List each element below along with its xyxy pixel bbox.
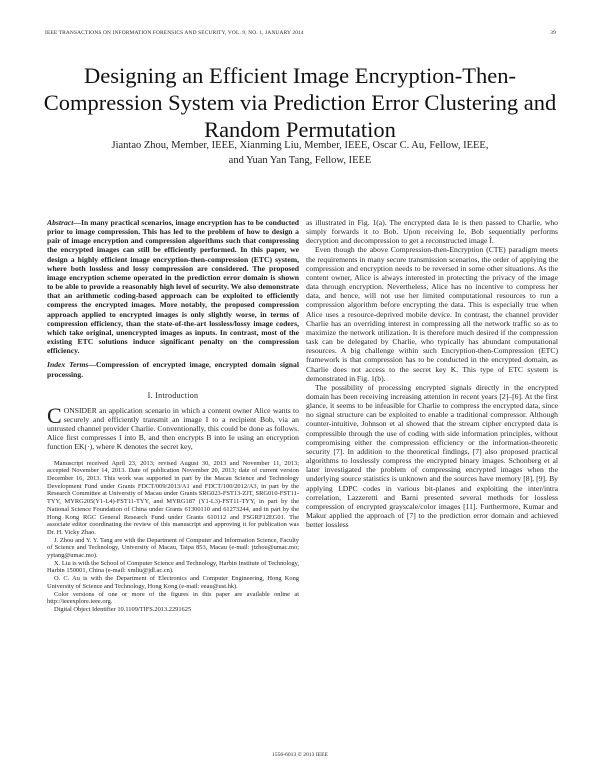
author-list [60, 139, 540, 168]
footnote-manuscript: Manuscript received April 23, 2013; revised August 30, 2013 and November 11, 2013; accepted November 14, 2013. Date of publication November 20, 2013; date of current version December 16, 2013. This work was supported in part by the Macau Science and Technology Development Fund under Grants FDCT/009/2013/A1 and FDCT/100/2012/A3, in part by the Research Committee at University of Macau under Grants SRG023-FST13-ZJT, SRG010-FST11- TYY, MYRG205(Y1-L4)-FST11-TYY, and MYRG187 (Y1-L3)-FST11-TYY, in part by the National Science Foundation of China under Grants 61300110 and 61273244, and in part by the Hong Kong RGC General Research Fund under Grants 610112 and FSGRF12EG01. The associate editor coordinating the review of this manuscript and approving it for publication was Dr. H. Vicky Zhao. [47, 459, 299, 536]
paper-title: Designing an Efficient Image Encryption-Then-Compression System via Prediction Error Clustering and Random Permutation [43, 63, 557, 142]
footnote-zhou-tang: J. Zhou and Y. Y. Tang are with the Department of Computer and Information Science, Faculty of Science and Technology, University of Macau, Taipa 853, Macau (e-mail: jtzhou@umac.mo; yytang@umac.mo). [47, 536, 299, 560]
running-header [45, 30, 556, 42]
right-column [306, 218, 558, 529]
body-paragraph-1: as illustrated in Fig. 1(a). The encrypted data Ie is then passed to Charlie, who simply forwards it to Bob. Upon receiving Ie, Bob sequentially performs decryption and decompression to get a reconstructed image Î. [306, 218, 558, 246]
author-line-1: Jiantao Zhou, Member, IEEE, Xianming Liu, Member, IEEE, Oscar C. Au, Fellow, IEEE, [111, 140, 489, 151]
body-paragraph-3: The possibility of processing encrypted signals directly in the encrypted domain has been receiving increasing attention in recent years [2]–[6]. At the first glance, it seems to be infeasible for Charlie to compress the encrypted data, since no signal structure can be exploited to enable a traditional compressor. Although counter-intuitive, Johnson et al showed that the stream cipher encrypted data is compressible through the use of coding with side information principles, without compromising either the compression efficiency or the information-theoretic security [7]. In addition to the theoretical findings, [7] also proposed practical algorithms to losslessly compress the encrypted binary images. Schonberg et al later investigated the problem of compressing encrypted images when the underlying source statistics is unknown and the sources have memory [8], [9]. By applying LDPC codes in various bit-planes and exploiting the inter/intra correlation, Lazzeretti and Barni presented several methods for lossless compression of encrypted grayscale/color images [11]. Furthermore, Kumar and Makur applied the approach of [7] to the prediction error domain and achieved better lossless [306, 382, 558, 530]
intro-paragraph [47, 402, 299, 452]
footnote-doi: Digital Object Identifier 10.1109/TIFS.2013.2291625 [54, 605, 192, 613]
copyright-footer: 1556-6013 © 2013 IEEE [272, 752, 328, 758]
intro-text: ONSIDER an application scenario in which a content owner Alice wants to securely and efficiently transmit an image I to a recipient Bob, via an untrusted channel provider Charlie. Conventionally, this could be done as follows. Alice first compresses I into B, and then encrypts B into Ie using an encryption function EK(·), where K denotes the secret key, [47, 405, 299, 452]
footnote-color: Color versions of one or more of the figures in this paper are available online at http://ieeexplore.ieee.org. [47, 590, 299, 606]
index-terms [47, 360, 299, 378]
footnote-au: O. C. Au is with the Department of Electronics and Computer Engineering, Hong Kong University of Science and Technology, Hong Kong (e-mail: eeau@ust.hk). [47, 575, 299, 590]
drop-cap: C [47, 402, 62, 428]
page-number: 39 [550, 30, 556, 36]
author-line-2: and Yuan Yan Tang, Fellow, IEEE [228, 154, 372, 166]
footnote-liu: X. Liu is with the School of Computer Science and Technology, Harbin Institute of Technology, Harbin 150001, China (e-mail: xmliu@jdl.ac.cn). [47, 559, 299, 575]
abstract [47, 218, 299, 355]
body-paragraph-2: Even though the above Compression-then-Encryption (CTE) paradigm meets the requirements in many secure transmission scenarios, the order of applying the compression and encryption needs to be reversed in some other situations. As the content owner, Alice is always interested in protecting the privacy of the image data through encryption. Nevertheless, Alice has no incentive to compress her data, and hence, will not use her limited computational resources to run a compression algorithm before encrypting the data. This is especially true when Alice uses a resource-deprived mobile device. In contrast, the channel provider Charlie has an overriding interest in compressing all the network traffic so as to maximize the network utilization. It is therefore much desired if the compression task can be delegated by Charlie, who typically has abundant computational resources. A big challenge within such Encryption-then-Compression (ETC) framework is that compression has to be conducted in the encrypted domain, as Charlie does not access to the secret key K. This type of ETC system is demonstrated in Fig. 1(b). [306, 245, 558, 383]
index-terms-text: Compression of encrypted image, encrypted domain signal processing. [47, 360, 299, 379]
section-heading: I. Introduction [147, 390, 199, 400]
index-terms-label: Index Terms— [47, 360, 97, 370]
left-column [47, 218, 299, 614]
abstract-label: Abstract— [47, 218, 81, 227]
footnotes [47, 460, 299, 614]
journal-name: IEEE TRANSACTIONS ON INFORMATION FORENSICS AND SECURITY, VOL. 9, NO. 1, JANUARY 2014 [45, 30, 304, 36]
abstract-text: In many practical scenarios, image encryption has to be conducted prior to image compression. This has led to the problem of how to design a pair of image encryption and compression algorithms such that compressing the encrypted images can still be efficiently performed. In this paper, we design a highly efficient image encryption-then-compression (ETC) system, where both lossless and lossy compression are considered. The proposed image encryption scheme operated in the prediction error domain is shown to be able to provide a reasonably high level of security. We also demonstrate that an arithmetic coding-based approach can be exploited to efficiently compress the encrypted images. More notably, the proposed compression approach applied to encrypted images is only slightly worse, in terms of compression efficiency, than the state-of-the-art lossless/lossy image coders, which take original, unencrypted images as inputs. In contrast, most of the existing ETC solutions induce significant penalty on the compression efficiency. [47, 218, 299, 356]
